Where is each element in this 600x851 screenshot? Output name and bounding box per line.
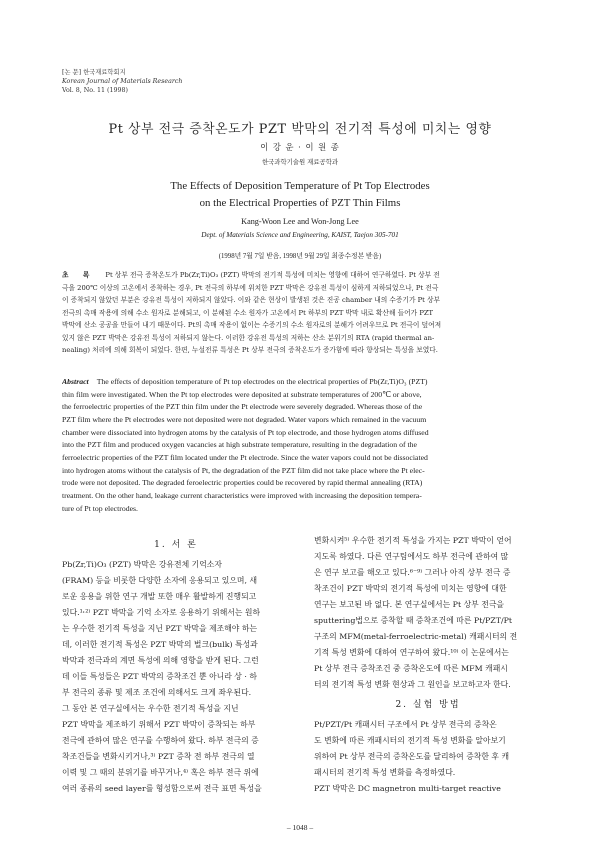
body-line: Pb(Zr,Ti)O₃ (PZT) 박막은 강유전체 기억소자 — [62, 560, 222, 569]
body-line: 구조의 MFM(metal-ferroelectric-metal) 캐패시터의 전 — [314, 632, 518, 641]
body-line: 그 동안 본 연구실에서는 우수한 전기적 특성을 지닌 — [62, 704, 239, 713]
body-line: Pt 상부 전극 증착조건 중 증착온도에 따른 MFM 캐패시 — [314, 664, 508, 673]
title-english — [0, 178, 600, 212]
body-line: Pt/PZT/Pt 캐패시터 구조에서 Pt 상부 전극의 증착온 — [314, 720, 497, 729]
abstract-en-line: the ferroelectric properties of the PZT thin film under the Pt electrode were severely degraded. Whereas those of the — [62, 402, 423, 412]
body-line: 지도록 하였다. 다른 연구팀에서도 하부 전극에 관하여 많 — [314, 552, 509, 561]
abstract-ko-line: nealing) 처리에 의해 회복이 되었다. 한편, 누설전류 특성은 Pt 상부 전극의 증착온도가 증가함에 따라 향상되는 특성을 보였다. — [62, 346, 438, 354]
body-line: 연구는 보고된 바 없다. 본 연구실에서는 Pt 상부 전극을 — [314, 600, 504, 609]
received-dates: (1998년 7월 7일 받음, 1998년 9월 29일 최종수정본 받음) — [218, 253, 382, 260]
abstract-en-line: thin film were investigated. When the Pt top electrodes were deposited at substrate temperatures of 200℃ or above, — [62, 389, 422, 399]
body-line: 있다.¹˒²⁾ PZT 박막을 기억 소자로 응용하기 위해서는 원하 — [62, 608, 261, 617]
body-line: 데 이들 특성들은 PZT 박막의 증착조건 뿐 아니라 상 · 하 — [62, 672, 257, 681]
body-line: 도 변화에 따른 캐패시터의 전기적 특성 변화를 알아보기 — [314, 736, 506, 745]
abstract-ko-label: 초 록 — [62, 271, 96, 279]
body-line: 변화시켜⁵⁾ 우수한 전기적 특성을 가지는 PZT 박막이 얻어 — [314, 536, 512, 545]
abstract-ko-line: 극을 200℃ 이상의 고온에서 증착하는 경우, Pt 전극의 하부에 위치한 PZT 박막은 강유전 특성이 심하게 저하되었으나, Pt 전극 — [62, 283, 439, 292]
abstract-en-text: The effects of deposition temperature of Pt top electrodes on the electrical properties of Pb(Zr,Ti)O₃ (PZT) — [96, 377, 428, 386]
body-line: 위하여 Pt 상부 전극의 증착온도를 달리하여 증착한 후 캐 — [314, 752, 510, 761]
abstract-english — [62, 376, 540, 515]
page-number: – 1048 – — [286, 823, 314, 832]
body-line: (FRAM) 등을 비롯한 다양한 소자에 응용되고 있으며, 새 — [62, 576, 258, 585]
title-english-line-2: on the Electrical Properties of PZT Thin Films — [199, 197, 401, 209]
section-heading-introduction: 1. 서 론 — [154, 540, 198, 550]
abstract-en-line: PZT film where the Pt electrodes were not deposited were not degraded. Water vapors which remained in the vacuum — [62, 414, 427, 424]
journal-volume: Vol. 8, No. 11 (1998) — [62, 87, 128, 94]
abstract-ko-line: 박막에 산소 공공을 만들어 내기 때문이다. Pt의 촉매 작용이 없이는 수증기의 수소 원자로의 분해가 어려우므로 Pt 전극이 덮여져 — [62, 321, 442, 329]
body-line: 은 연구 보고를 해오고 있다.⁶⁻⁹⁾ 그러나 아직 상부 전극 증 — [314, 568, 511, 577]
abstract-ko-line — [62, 269, 540, 282]
body-line: PZT 박막을 제조하기 위해서 PZT 박막이 증착되는 하부 — [62, 720, 256, 729]
body-line: 부 전극의 종류 및 제조 조건에 의해서도 크게 좌우된다. — [62, 688, 252, 697]
abstract-en-line: ture of Pt top electrodes. — [62, 503, 138, 513]
title-korean: Pt 상부 전극 증착온도가 PZT 박막의 전기적 특성에 미치는 영향 — [108, 122, 492, 137]
body-line: 착조건들을 변화시키거나,³⁾ PZT 증착 전 하부 전극의 열 — [62, 752, 255, 761]
title-english-line-1: The Effects of Deposition Temperature of Pt Top Electrodes — [170, 180, 430, 192]
abstract-en-line: into the PZT film and produced oxygen vacancies at high substrate temperature, resulting in the degradation of the — [62, 440, 417, 450]
authors-english: Kang-Woon Lee and Won-Jong Lee — [241, 217, 359, 226]
body-line: 기적 특성 변화에 대하여 연구하여 왔다.¹⁰⁾ 이 논문에서는 — [314, 648, 509, 657]
section-heading-experimental: 2. 실험 방법 — [395, 700, 461, 710]
body-line: 터의 전기적 특성 변화 현상과 그 원인을 보고하고자 한다. — [314, 680, 511, 689]
abstract-ko-text: Pt 상부 전극 증착온도가 Pb(Zr,Ti)O₃ (PZT) 박막의 전기적 특성에 미치는 영향에 대하여 연구하였다. Pt 상부 전 — [105, 271, 440, 279]
body-line: 패시터의 전기적 특성 변화를 측정하였다. — [314, 768, 456, 777]
body-line: 로운 응용을 위한 연구 개발 또한 매우 활발하게 진행되고 — [62, 592, 257, 601]
abstract-en-line — [62, 376, 540, 389]
journal-name-en: Korean Journal of Materials Research — [62, 78, 183, 85]
abstract-en-line: ferroelectric properties of the PZT film located under the Pt electrode. Since the water vapors could not be dissociated — [62, 452, 428, 462]
body-line: 여러 종류의 seed layer를 형성함으로써 전극 표면 특성을 — [62, 784, 262, 793]
abstract-korean — [62, 269, 540, 357]
abstract-en-line: into hydrogen atoms without the catalysis of Pt, the degradation of the PZT film did not take place where the Pt elec- — [62, 465, 425, 475]
abstract-en-line: chamber were dissociated into hydrogen atoms by the catalysis of Pt top electrode, and those hydrogen atoms diffused — [62, 427, 429, 437]
abstract-ko-line: 전극의 촉매 작용에 의해 수소 원자로 분해되고, 이 분해된 수소 원자가 고온에서 Pt 하부의 PZT 박막 내로 확산해 들어가 PZT — [62, 308, 434, 317]
abstract-en-line: trode were not deposited. The degraded feroelectric properties could be recovered by rapid thermal annealing (RTA) — [62, 478, 423, 488]
abstract-en-label: Abstract — [62, 377, 89, 386]
abstract-ko-line: 이 증착되지 않았던 부분은 강유전 특성이 저하되지 않았다. 이와 같은 현상이 발생된 것은 진공 chamber 내의 수증기가 Pt 상부 — [62, 296, 441, 304]
abstract-en-line: treatment. On the other hand, leakage current characteristics were improved with increasing the deposition tempera- — [62, 490, 422, 500]
journal-label-ko: [논 문] 한국재료학회지 — [62, 69, 126, 76]
journal-header — [62, 68, 182, 95]
body-line: 전극에 관하여 많은 연구를 수행하여 왔다. 하부 전극의 증 — [62, 736, 259, 745]
body-line: 박막과 전극과의 계면 특성에 의해 영향을 받게 된다. 그런 — [62, 656, 259, 665]
body-line: 데, 이러한 전기적 특성은 PZT 박막의 벌크(bulk) 특성과 — [62, 640, 258, 649]
body-line: 이력 및 그 때의 분위기를 바꾸거나,⁴⁾ 혹은 하부 전극 위에 — [62, 768, 259, 777]
left-column — [62, 533, 290, 797]
body-line: sputtering법으로 증착할 때 증착조건에 따른 Pt/PZT/Pt — [314, 616, 513, 625]
right-column — [314, 533, 542, 797]
body-line: 착조건이 PZT 박막의 전기적 특성에 미치는 영향에 대한 — [314, 584, 507, 593]
body-line: PZT 박막은 DC magnetron multi-target reactive — [314, 784, 501, 793]
authors-korean: 이 강 운 · 이 원 종 — [260, 142, 340, 152]
affiliation-korean: 한국과학기술원 재료공학과 — [261, 158, 339, 166]
body-line: 는 우수한 전기적 특성을 지닌 PZT 박막을 제조해야 하는 — [62, 624, 258, 633]
abstract-ko-line: 있지 않은 PZT 박막은 강유전 특성이 저하되지 않는다. 이러한 강유전 특성의 저하는 산소 분위기의 RTA (rapid thermal an- — [62, 333, 435, 342]
affiliation-english: Dept. of Materials Science and Engineering, KAIST, Taejon 305-701 — [201, 231, 399, 239]
